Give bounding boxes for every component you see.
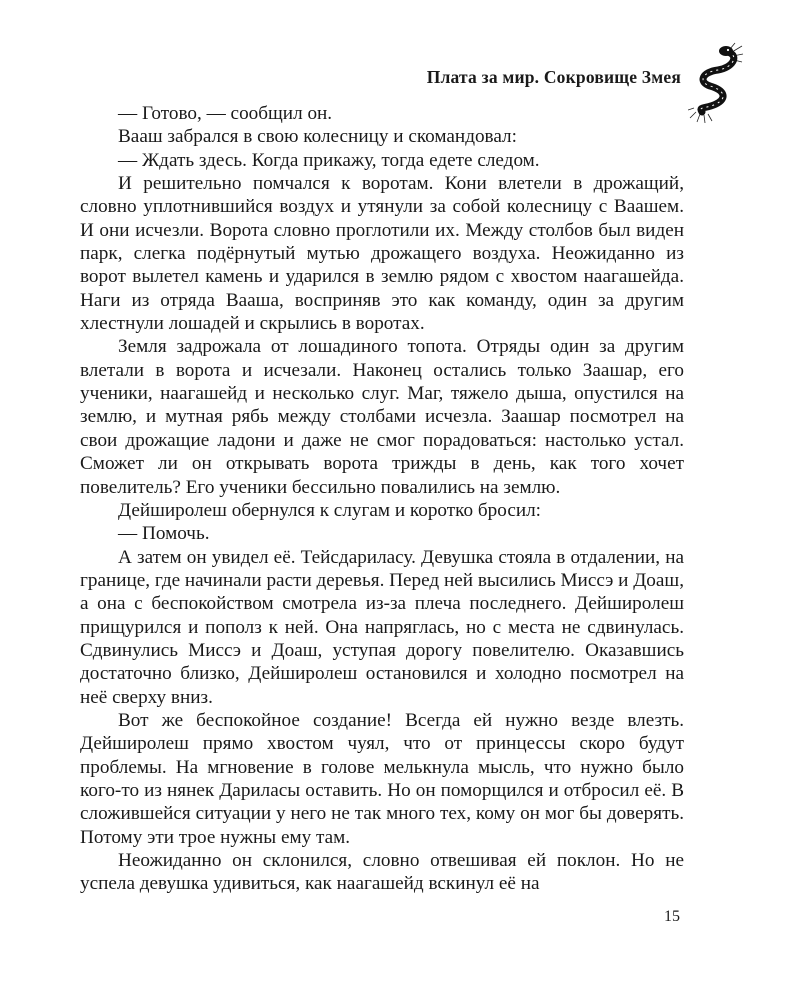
running-title: Плата за мир. Сокровище Змея <box>426 67 681 87</box>
paragraph: — Готово, — сообщил он. <box>118 103 333 124</box>
paragraph: И решительно помчался к воротам. Кони влетели в дрожащий, словно уплотнившийся воздух и утянули за собой колесницу с Ваашем. И они исчезли. Ворота словно проглотили их. Между столбов был виден парк, слегка подёрнутый мутью дрожащего воздуха. Неожиданно из ворот вылетел камень и ударился в землю рядом с хвостом наагашейда. Наги из отряда Вааша, восприняв это как команду, один за другим хлестнули лошадей и скрылись в воротах. <box>80 173 684 335</box>
paragraph: А затем он увидел её. Тейсдариласу. Девушка стояла в отдалении, на границе, где начинали расти деревья. Перед ней высились Миссэ и Доаш, а она с беспокойством смотрела из-за плеча последнего. Дейширолеш прищурился и пополз к ней. Она напряглась, но с места не сдвинулась. Сдвинулись Миссэ и Доаш, уступая дорогу повелителю. Оказавшись достаточно близко, Дейширолеш остановился и холодно посмотрел на неё сверху вниз. <box>80 546 684 708</box>
paragraph: Неожиданно он склонился, словно отвешивая ей поклон. Но не успела девушка удивиться, как наагашейд вскинул её на <box>80 850 684 895</box>
snake-emblem-icon <box>688 42 744 124</box>
paragraph: Земля задрожала от лошадиного топота. Отряды один за другим влетали в ворота и исчезали. Наконец остались только Заашар, его ученики, наагашейд и несколько слуг. Маг, тяжело дыша, опустился на землю, и мутная рябь между столбами исчезла. Заашар посмотрел на свои дрожащие ладони и даже не смог порадоваться: настолько устал. Сможет ли он открывать ворота трижды в день, как того хочет повелитель? Его ученики бессильно повалились на землю. <box>80 336 684 498</box>
paragraph: Вот же беспокойное создание! Всегда ей нужно везде влезть. Дейширолеш прямо хвостом чуял, что от принцессы скоро будут проблемы. На мгновение в голове мелькнула мысль, что нужно было кого-то из нянек Дариласы оставить. Но он поморщился и отбросил её. В сложившейся ситуации у него не так много тех, кому он мог бы доверять. Потому эти трое нужны ему там. <box>80 709 684 848</box>
paragraph: — Ждать здесь. Когда прикажу, тогда едете следом. <box>118 149 540 171</box>
page-number: 15 <box>664 908 680 925</box>
paragraph: Вааш забрался в свою колесницу и скомандовал: <box>118 126 517 148</box>
body-text <box>80 102 684 896</box>
paragraph: Дейширолеш обернулся к слугам и коротко бросил: <box>118 499 542 521</box>
paragraph: — Помочь. <box>118 523 210 545</box>
